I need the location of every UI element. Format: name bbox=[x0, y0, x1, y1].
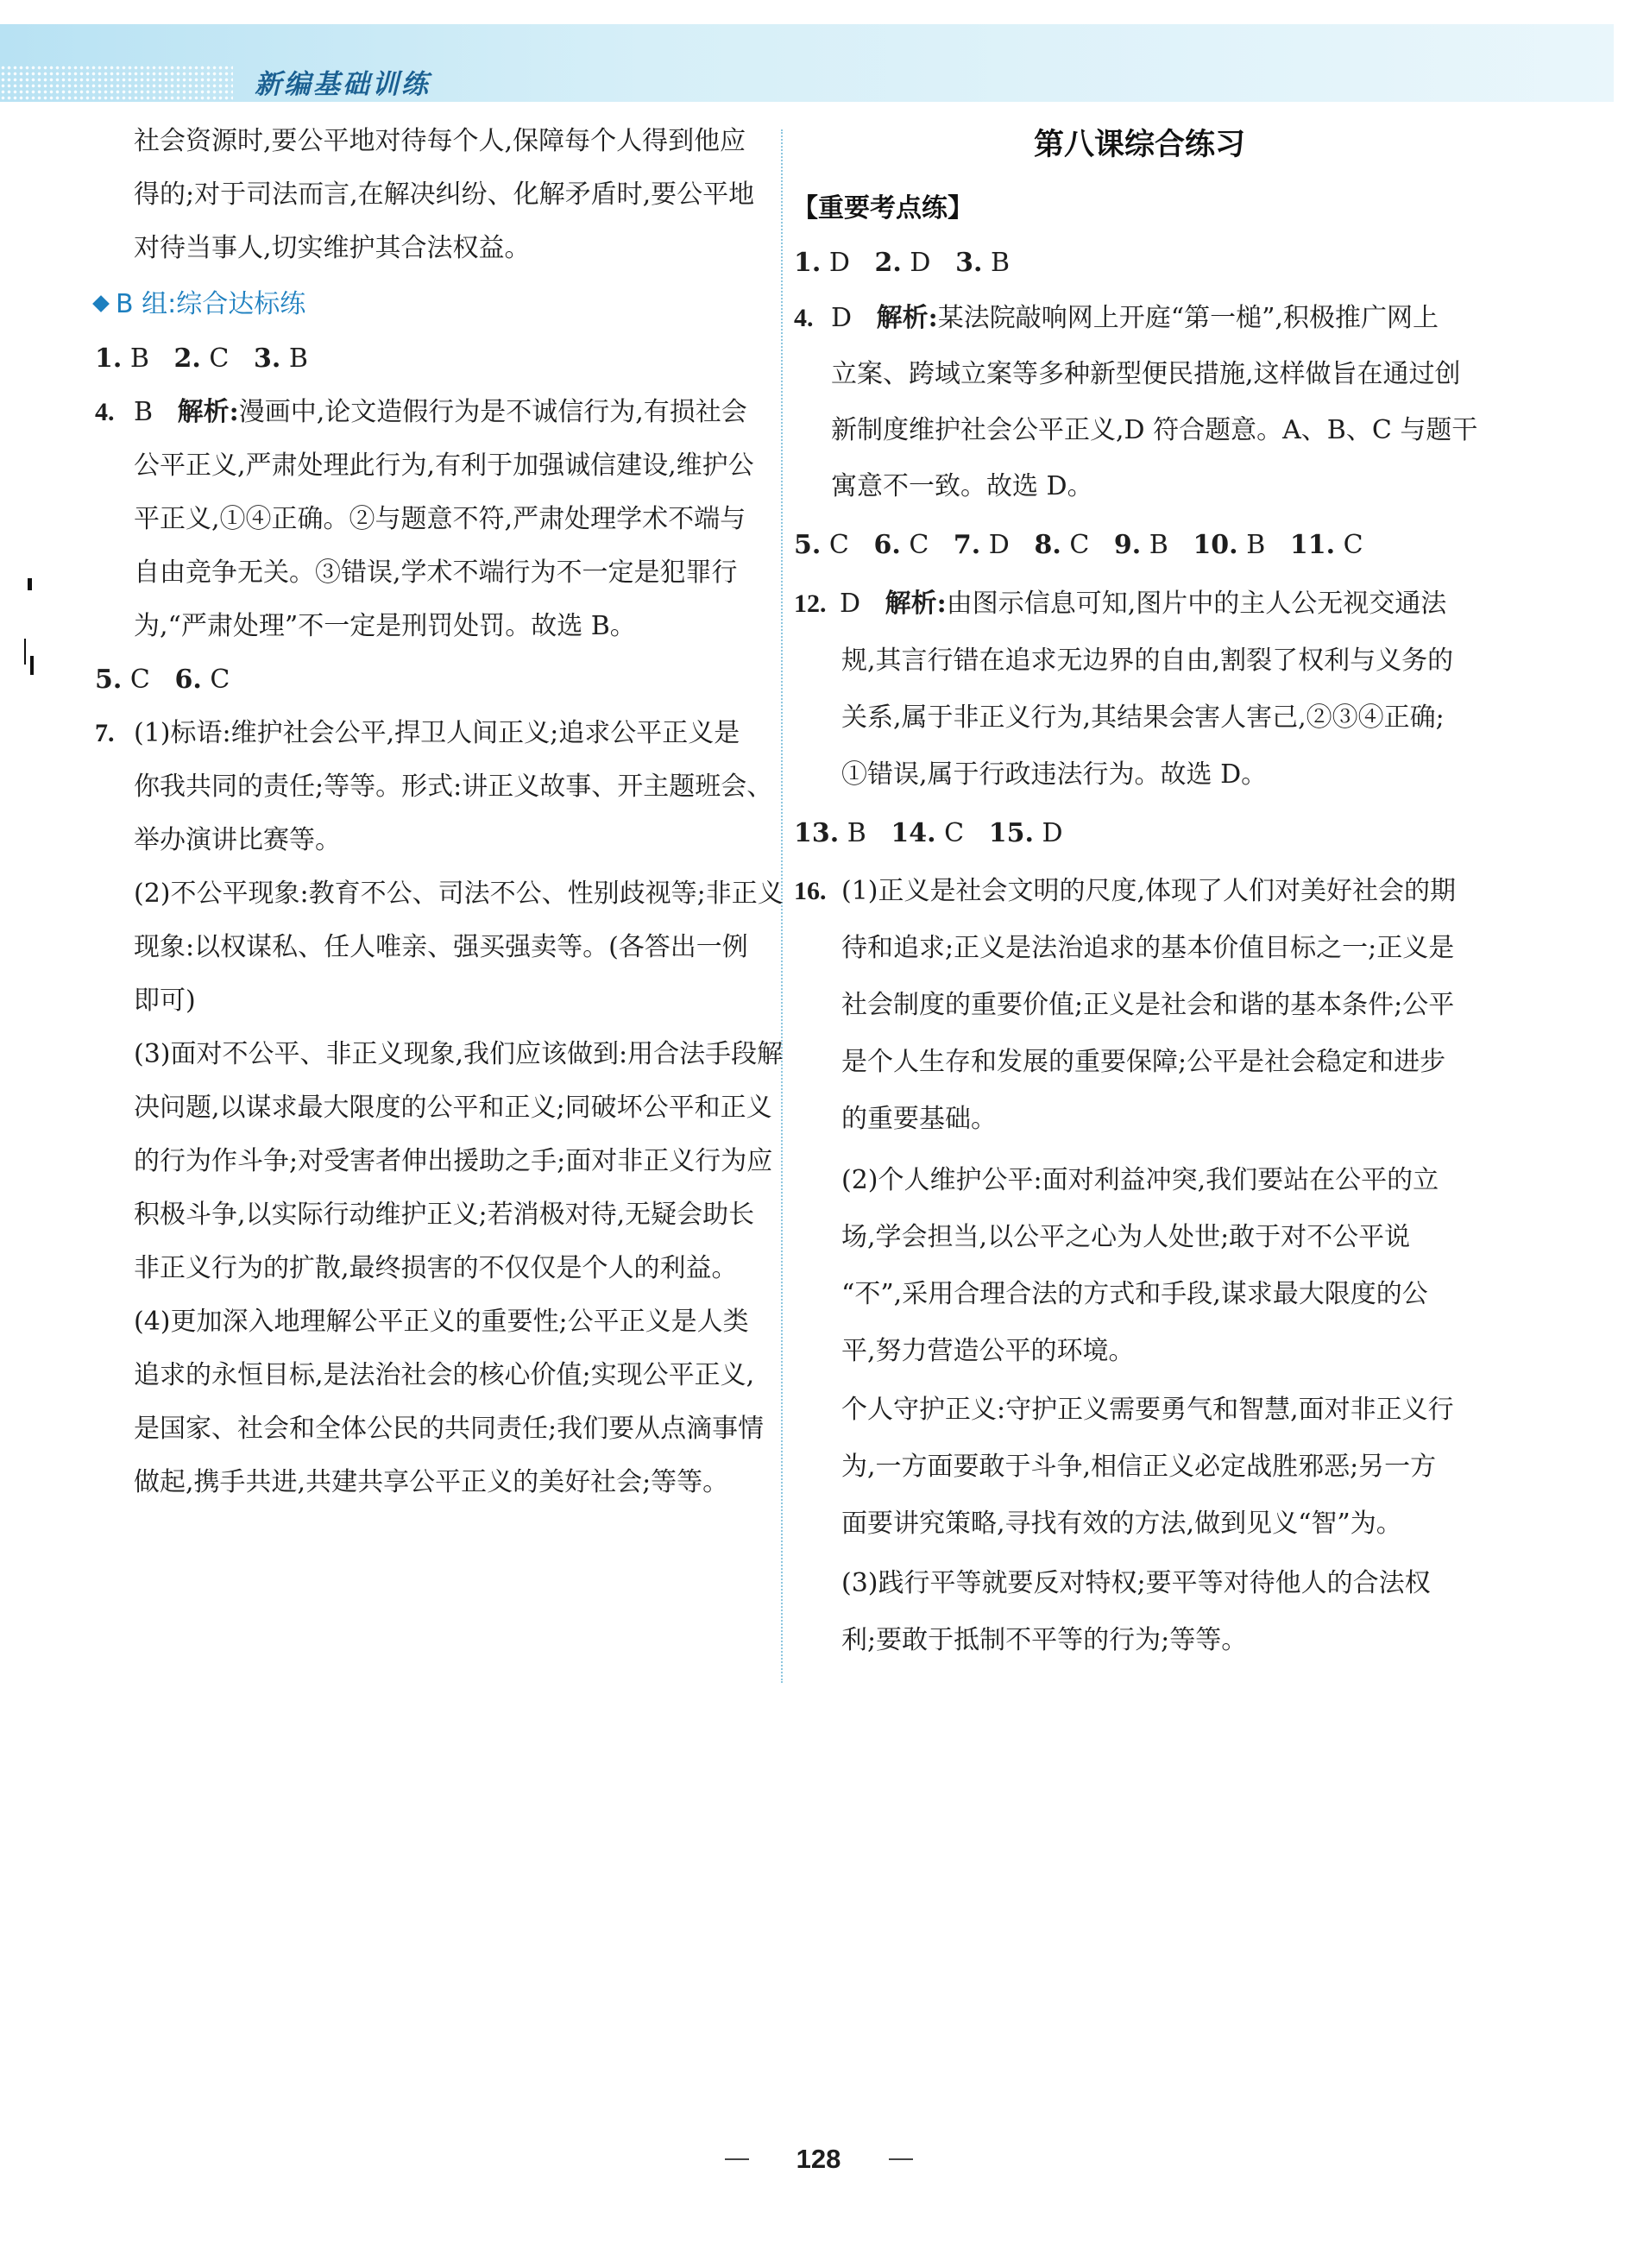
text-line: 追求的永恒目标,是法治社会的核心价值;实现公平正义, bbox=[134, 1360, 755, 1390]
text-line: 举办演讲比赛等。 bbox=[134, 825, 341, 855]
text-line: 非正义行为的扩散,最终损害的不仅仅是个人的利益。 bbox=[134, 1253, 738, 1283]
text-line: 平,努力营造公平的环境。 bbox=[841, 1336, 1135, 1366]
text-line: B 解析:漫画中,论文造假行为是不诚信行为,有损社会 bbox=[134, 397, 747, 427]
header-dot-pattern bbox=[0, 65, 233, 102]
text-line: (2)个人维护公平:面对利益冲突,我们要站在公平的立 bbox=[841, 1165, 1439, 1195]
text-line: 你我共同的责任;等等。形式:讲正义故事、开主题班会、 bbox=[134, 772, 773, 802]
margin-mark bbox=[30, 656, 34, 675]
text-line: 新制度维护社会公平正义,D 符合题意。A、B、C 与题干 bbox=[831, 415, 1478, 445]
text-line: ①错误,属于行政违法行为。故选 D。 bbox=[841, 759, 1268, 790]
text-line: 社会资源时,要公平地对待每个人,保障每个人得到他应 bbox=[134, 126, 746, 156]
text-line: 待和追求;正义是法治追求的基本价值目标之一;正义是 bbox=[841, 933, 1455, 963]
text-line: 寓意不一致。故选 D。 bbox=[831, 471, 1093, 501]
text-line: (3)践行平等就要反对特权;要平等对待他人的合法权 bbox=[841, 1568, 1431, 1598]
text-line: 立案、跨域立案等多种新型便民措施,这样做旨在通过创 bbox=[831, 359, 1461, 389]
text-line: 面要讲究策略,寻找有效的方法,做到见义“智”为。 bbox=[841, 1509, 1402, 1539]
text-line: 个人守护正义:守护正义需要勇气和智慧,面对非正义行 bbox=[841, 1395, 1454, 1425]
text-line: 为,“严肃处理”不一定是刑罚处罚。故选 B。 bbox=[134, 611, 636, 641]
text-line: 的行为作斗争;对受害者伸出援助之手;面对非正义行为应 bbox=[134, 1146, 773, 1176]
text-line: 场,学会担当,以公平之心为人处世;敢于对不公平说 bbox=[841, 1222, 1411, 1252]
section-b-heading bbox=[95, 287, 305, 322]
lesson-title: 第八课综合练习 bbox=[1034, 128, 1246, 162]
page-footer bbox=[0, 2138, 1637, 2181]
text-line: 对待当事人,切实维护其合法权益。 bbox=[134, 233, 531, 263]
section-title: 【重要考点练】 bbox=[792, 193, 973, 224]
question-number: 4. bbox=[95, 398, 115, 426]
text-line: 自由竞争无关。③错误,学术不端行为不一定是犯罪行 bbox=[134, 558, 738, 588]
text-line: (1)正义是社会文明的尺度,体现了人们对美好社会的期 bbox=[841, 876, 1457, 906]
question-number: 7. bbox=[95, 719, 115, 747]
text-line: 得的;对于司法而言,在解决纠纷、化解矛盾时,要公平地 bbox=[134, 180, 755, 210]
answer-row: 5. C 6. C 7. D 8. C 9. B 10. B 11. C bbox=[794, 530, 1363, 560]
series-title: 新编基础训练 bbox=[255, 69, 431, 100]
text-line: “不”,采用合理合法的方式和手段,谋求最大限度的公 bbox=[841, 1279, 1428, 1309]
question-number: 12. bbox=[794, 589, 827, 618]
text-line: 决问题,以谋求最大限度的公平和正义;同破坏公平和正义 bbox=[134, 1093, 772, 1123]
text-line: 为,一方面要敢于斗争,相信正义必定战胜邪恶;另一方 bbox=[841, 1452, 1437, 1482]
analysis-label: 解析: bbox=[876, 303, 938, 333]
text-line: D 解析:由图示信息可知,图片中的主人公无视交通法 bbox=[840, 589, 1447, 619]
answer-row: 1. D 2. D 3. B bbox=[794, 248, 1011, 278]
text-line: (1)标语:维护社会公平,捍卫人间正义;追求公平正义是 bbox=[134, 718, 740, 748]
text-line: 平正义,①④正确。②与题意不符,严肃处理学术不端与 bbox=[134, 504, 746, 534]
margin-mark bbox=[28, 578, 32, 590]
text-line: 做起,携手共进,共建共享公平正义的美好社会;等等。 bbox=[134, 1467, 729, 1497]
text-line: (2)不公平现象:教育不公、司法不公、性别歧视等;非正义 bbox=[134, 879, 784, 909]
text-line: (3)面对不公平、非正义现象,我们应该做到:用合法手段解 bbox=[134, 1039, 784, 1069]
text-line: 现象:以权谋私、任人唯亲、强买强卖等。(各答出一例 bbox=[134, 932, 748, 962]
section-b-title: B 组:综合达标练 bbox=[116, 289, 306, 319]
question-number: 16. bbox=[794, 877, 827, 905]
analysis-label: 解析: bbox=[177, 397, 239, 427]
page-number: 128 bbox=[796, 2144, 841, 2174]
text-line: 社会制度的重要价值;正义是社会和谐的基本条件;公平 bbox=[841, 990, 1455, 1020]
analysis-label: 解析: bbox=[885, 589, 947, 619]
text-line: 积极斗争,以实际行动维护正义;若消极对待,无疑会助长 bbox=[134, 1200, 755, 1230]
text-line: 的重要基础。 bbox=[841, 1104, 997, 1134]
text-line: 规,其言行错在追求无边界的自由,割裂了权利与义务的 bbox=[841, 646, 1454, 676]
header-band bbox=[0, 24, 1614, 102]
text-line: D 解析:某法院敲响网上开庭“第一槌”,积极推广网上 bbox=[831, 303, 1439, 333]
text-line: 是国家、社会和全体公民的共同责任;我们要从点滴事情 bbox=[134, 1414, 765, 1444]
answer-row: 13. B 14. C 15. D bbox=[794, 818, 1063, 848]
footer-dash bbox=[889, 2158, 913, 2160]
diamond-icon bbox=[92, 295, 110, 312]
question-number: 4. bbox=[794, 304, 814, 332]
answer-row: 1. B 2. C 3. B bbox=[95, 343, 308, 374]
text-line: 公平正义,严肃处理此行为,有利于加强诚信建设,维护公 bbox=[134, 450, 754, 481]
margin-mark bbox=[24, 639, 26, 665]
text-line: 即可) bbox=[134, 986, 196, 1016]
text-line: (4)更加深入地理解公平正义的重要性;公平正义是人类 bbox=[134, 1307, 749, 1337]
answer-row: 5. C 6. C bbox=[95, 665, 230, 695]
text-line: 关系,属于非正义行为,其结果会害人害己,②③④正确; bbox=[841, 702, 1445, 733]
text-line: 是个人生存和发展的重要保障;公平是社会稳定和进步 bbox=[841, 1047, 1446, 1077]
text-line: 利;要敢于抵制不平等的行为;等等。 bbox=[841, 1625, 1248, 1655]
